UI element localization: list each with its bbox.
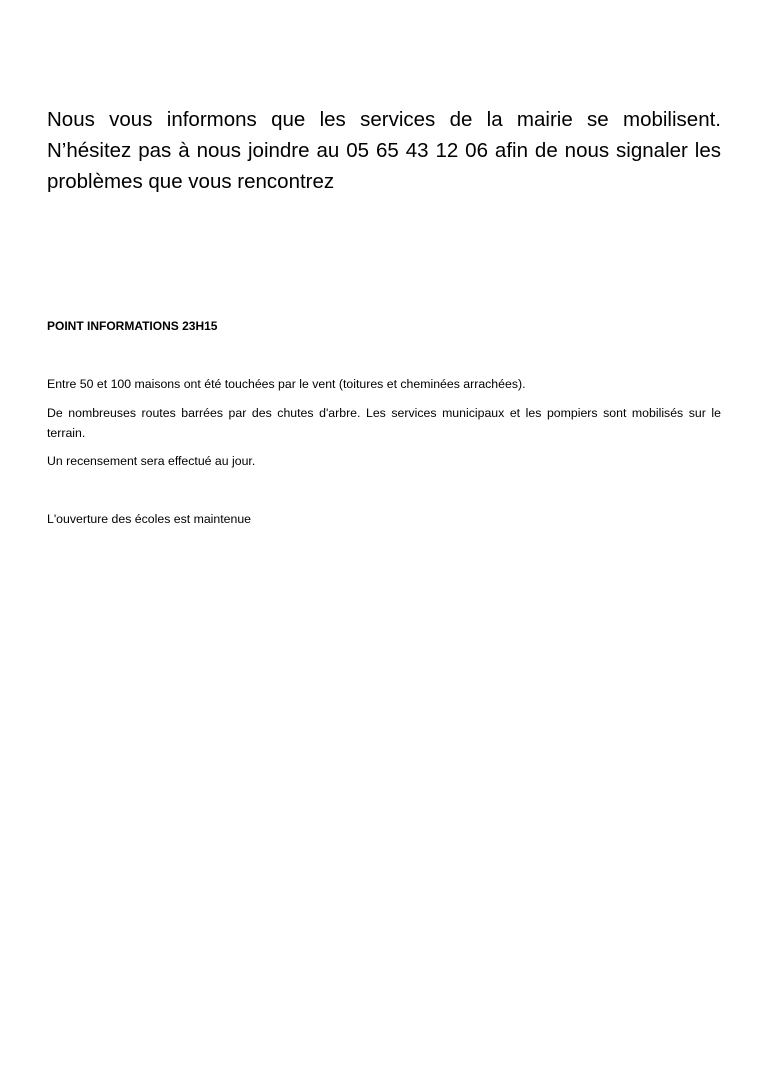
intro-notice: Nous vous informons que les services de la mairie se mobilisent. N’hésitez pas à nous joindre au 05 65 43 12 06 afin de nous signaler les problèmes que vous rencontrez xyxy=(47,108,721,193)
paragraph-census: Un recensement sera effectué au jour. xyxy=(47,454,256,468)
paragraph-schools-open: L'ouverture des écoles est maintenue xyxy=(47,512,252,526)
paragraph-roads-blocked: De nombreuses routes barrées par des chutes d'arbre. Les services municipaux et les pompiers sont mobilisés sur le terrain. xyxy=(47,406,721,440)
section-heading: POINT INFORMATIONS 23H15 xyxy=(47,319,218,333)
paragraph-houses-damaged: Entre 50 et 100 maisons ont été touchées par le vent (toitures et cheminées arrachées). xyxy=(47,377,526,391)
